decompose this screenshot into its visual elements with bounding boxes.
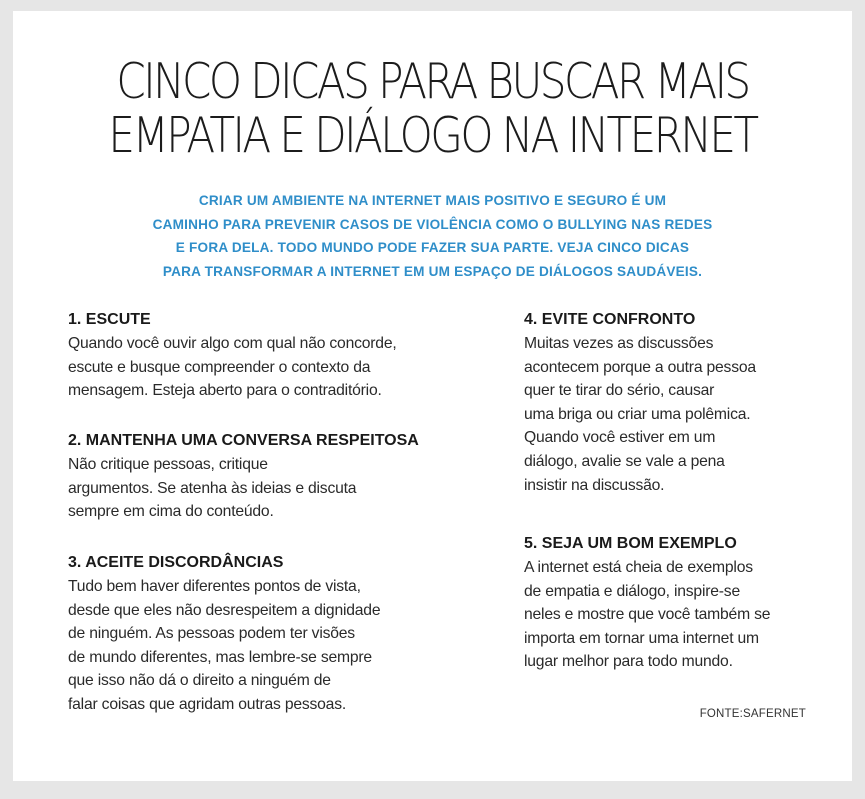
tip-line: uma briga ou criar uma polêmica. [524,405,751,423]
tip-line: de ninguém. As pessoas podem ter visões [68,625,355,643]
tip-line: importa em tornar uma internet um [524,629,759,647]
tip-line: Não critique pessoas, critique [68,456,268,473]
tip-line: quer te tirar do sério, causar [524,382,715,400]
title-line: EMPATIA E DIÁLOGO NA INTERNET [108,107,757,164]
tip-5 [524,532,770,674]
tip-line: escute e busque compreender o contexto da [68,358,371,376]
tip-line: diálogo, avalie se vale a pena [524,452,725,470]
tip-heading: 3. ACEITE DISCORDÂNCIAS [68,554,284,571]
title-line: CINCO DICAS PARA BUSCAR MAIS [116,53,749,110]
tip-line: argumentos. Se atenha às ideias e discuta [68,479,357,497]
tip-line: acontecem porque a outra pessoa [524,358,756,376]
tip-body [524,556,770,674]
tip-line: neles e mostre que você também se [524,606,771,624]
tip-heading: 2. MANTENHA UMA CONVERSA RESPEITOSA [68,432,419,449]
tip-line: falar coisas que agridam outras pessoas. [68,695,347,713]
tip-body [68,332,397,403]
intro-line: E FORA DELA. TODO MUNDO PODE FAZER SUA PARTE. VEJA CINCO DICAS [175,240,690,255]
intro-line: CRIAR UM AMBIENTE NA INTERNET MAIS POSITIVO E SEGURO É UM [198,193,667,208]
tip-3 [68,551,380,717]
tip-line: insistir na discussão. [524,476,665,494]
tip-line: Quando você ouvir algo com qual não concorde, [68,335,397,352]
tip-line: sempre em cima do conteúdo. [68,503,274,521]
tip-heading: 4. EVITE CONFRONTO [524,311,696,328]
intro-line: CAMINHO PARA PREVENIR CASOS DE VIOLÊNCIA COMO O BULLYING NAS REDES [152,216,713,232]
intro-paragraph [13,189,852,283]
tip-line: Muitas vezes as discussões [524,335,714,352]
tip-body [524,332,756,497]
intro-line: PARA TRANSFORMAR A INTERNET EM UM ESPAÇO DE DIÁLOGOS SAUDÁVEIS. [162,263,703,279]
tip-line: que isso não dá o direito a ninguém de [68,672,331,690]
tip-body [68,575,380,717]
tip-line: desde que eles não desrespeitem a dignidade [68,601,381,619]
tip-body [68,453,419,524]
tip-line: Tudo bem haver diferentes pontos de vista, [68,578,361,595]
tip-heading: 5. SEJA UM BOM EXEMPLO [524,535,737,552]
tip-heading: 1. ESCUTE [68,311,151,328]
tip-line: mensagem. Esteja aberto para o contraditório. [68,382,382,400]
tip-line: de mundo diferentes, mas lembre-se sempre [68,648,372,666]
source-credit: FONTE:SAFERNET [699,708,806,720]
page-title [72,55,794,163]
tip-4 [524,308,756,497]
tip-2 [68,429,419,524]
tip-line: Quando você estiver em um [524,429,716,447]
tip-line: lugar melhor para todo mundo. [524,653,733,671]
tip-line: de empatia e diálogo, inspire-se [524,582,740,600]
tip-1 [68,308,397,403]
tip-line: A internet está cheia de exemplos [524,559,753,576]
infographic-card [13,11,852,781]
